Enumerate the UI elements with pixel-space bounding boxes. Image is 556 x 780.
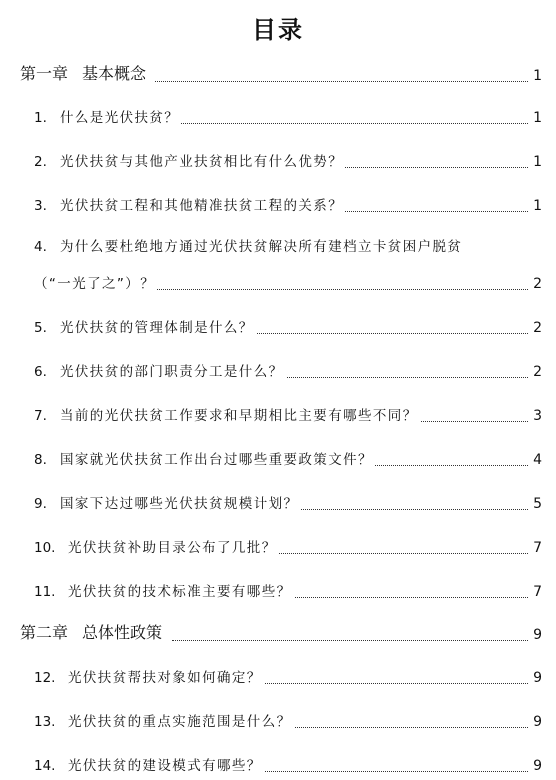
page-number: 7 <box>530 584 542 600</box>
chapter-label <box>20 61 148 84</box>
page-number: 1 <box>530 198 542 214</box>
toc-question-8[interactable] <box>0 444 556 470</box>
question-number: 7. <box>34 408 47 424</box>
toc-chapter-2[interactable] <box>0 619 556 645</box>
question-number: 11. <box>34 584 56 600</box>
question-label <box>34 360 286 380</box>
question-number: 1. <box>34 110 47 126</box>
page-number: 2 <box>530 364 542 380</box>
question-label <box>34 316 256 336</box>
chapter-name: 基本概念 <box>82 64 147 83</box>
toc-question-3[interactable] <box>0 190 556 216</box>
question-number: 12. <box>34 670 56 686</box>
page-number: 9 <box>530 714 542 730</box>
toc-question-9[interactable] <box>0 488 556 514</box>
page-number: 9 <box>530 758 542 774</box>
question-text: 光伏扶贫补助目录公布了几批？ <box>68 540 277 556</box>
question-number: 4. <box>34 239 47 255</box>
question-label-first-line <box>34 235 462 255</box>
question-text: 光伏扶贫的管理体制是什么？ <box>60 320 254 336</box>
question-label <box>34 536 279 556</box>
question-text: 什么是光伏扶贫？ <box>60 110 180 126</box>
question-text: 光伏扶贫的重点实施范围是什么？ <box>68 714 292 730</box>
dot-leader <box>155 80 528 82</box>
page-number: 2 <box>530 276 542 292</box>
question-label <box>34 492 300 512</box>
toc-question-1[interactable] <box>0 102 556 128</box>
question-number: 8. <box>34 452 47 468</box>
page-number: 1 <box>530 68 542 84</box>
page-title: 目录 <box>252 16 304 44</box>
question-number: 3. <box>34 198 47 214</box>
question-label <box>34 448 375 468</box>
toc-question-7[interactable] <box>0 400 556 426</box>
dot-leader <box>130 288 528 290</box>
question-number: 5. <box>34 320 47 336</box>
question-text: 光伏扶贫帮扶对象如何确定？ <box>68 670 262 686</box>
toc-question-14[interactable] <box>0 750 556 776</box>
toc-question-4[interactable] <box>0 268 556 294</box>
chapter-number: 第二章 <box>20 623 69 642</box>
question-label <box>34 106 181 126</box>
question-label <box>34 580 294 600</box>
dot-leader <box>172 639 528 641</box>
toc-question-12[interactable] <box>0 662 556 688</box>
question-label-continuation: （“一光了之”）？ <box>34 272 157 292</box>
question-text: 为什么要杜绝地方通过光伏扶贫解决所有建档立卡贫困户脱贫 <box>60 239 463 255</box>
question-label <box>34 710 294 730</box>
question-text: 光伏扶贫工程和其他精准扶贫工程的关系？ <box>60 198 344 214</box>
page-number: 4 <box>530 452 542 468</box>
question-text: 光伏扶贫的技术标准主要有哪些？ <box>68 584 292 600</box>
question-label <box>34 404 420 424</box>
question-text: 当前的光伏扶贫工作要求和早期相比主要有哪些不同？ <box>60 408 418 424</box>
question-number: 14. <box>34 758 56 774</box>
toc-question-2[interactable] <box>0 146 556 172</box>
question-label <box>34 754 264 774</box>
page-number: 1 <box>530 110 542 126</box>
question-text: 光伏扶贫的建设模式有哪些？ <box>68 758 262 774</box>
page-number: 9 <box>530 627 542 643</box>
page-number: 1 <box>530 154 542 170</box>
toc-question-5[interactable] <box>0 312 556 338</box>
question-text: 光伏扶贫的部门职责分工是什么？ <box>60 364 284 380</box>
question-label <box>34 194 345 214</box>
page-number: 5 <box>530 496 542 512</box>
page-number: 2 <box>530 320 542 336</box>
question-number: 13. <box>34 714 56 730</box>
question-label <box>34 666 264 686</box>
question-text: 国家就光伏扶贫工作出台过哪些重要政策文件？ <box>60 452 373 468</box>
question-number: 9. <box>34 496 47 512</box>
toc-question-6[interactable] <box>0 356 556 382</box>
chapter-number: 第一章 <box>20 64 69 83</box>
question-label <box>34 150 345 170</box>
question-number: 10. <box>34 540 56 556</box>
toc-chapter-1[interactable] <box>0 60 556 86</box>
question-number: 6. <box>34 364 47 380</box>
toc-question-11[interactable] <box>0 576 556 602</box>
page-number: 9 <box>530 670 542 686</box>
page-number: 3 <box>530 408 542 424</box>
chapter-label <box>20 620 164 643</box>
toc-question-10[interactable] <box>0 532 556 558</box>
question-text: 国家下达过哪些光伏扶贫规模计划？ <box>60 496 299 512</box>
question-number: 2. <box>34 154 47 170</box>
page-number: 7 <box>530 540 542 556</box>
toc-question-13[interactable] <box>0 706 556 732</box>
question-text: 光伏扶贫与其他产业扶贫相比有什么优势？ <box>60 154 344 170</box>
chapter-name: 总体性政策 <box>82 623 163 642</box>
